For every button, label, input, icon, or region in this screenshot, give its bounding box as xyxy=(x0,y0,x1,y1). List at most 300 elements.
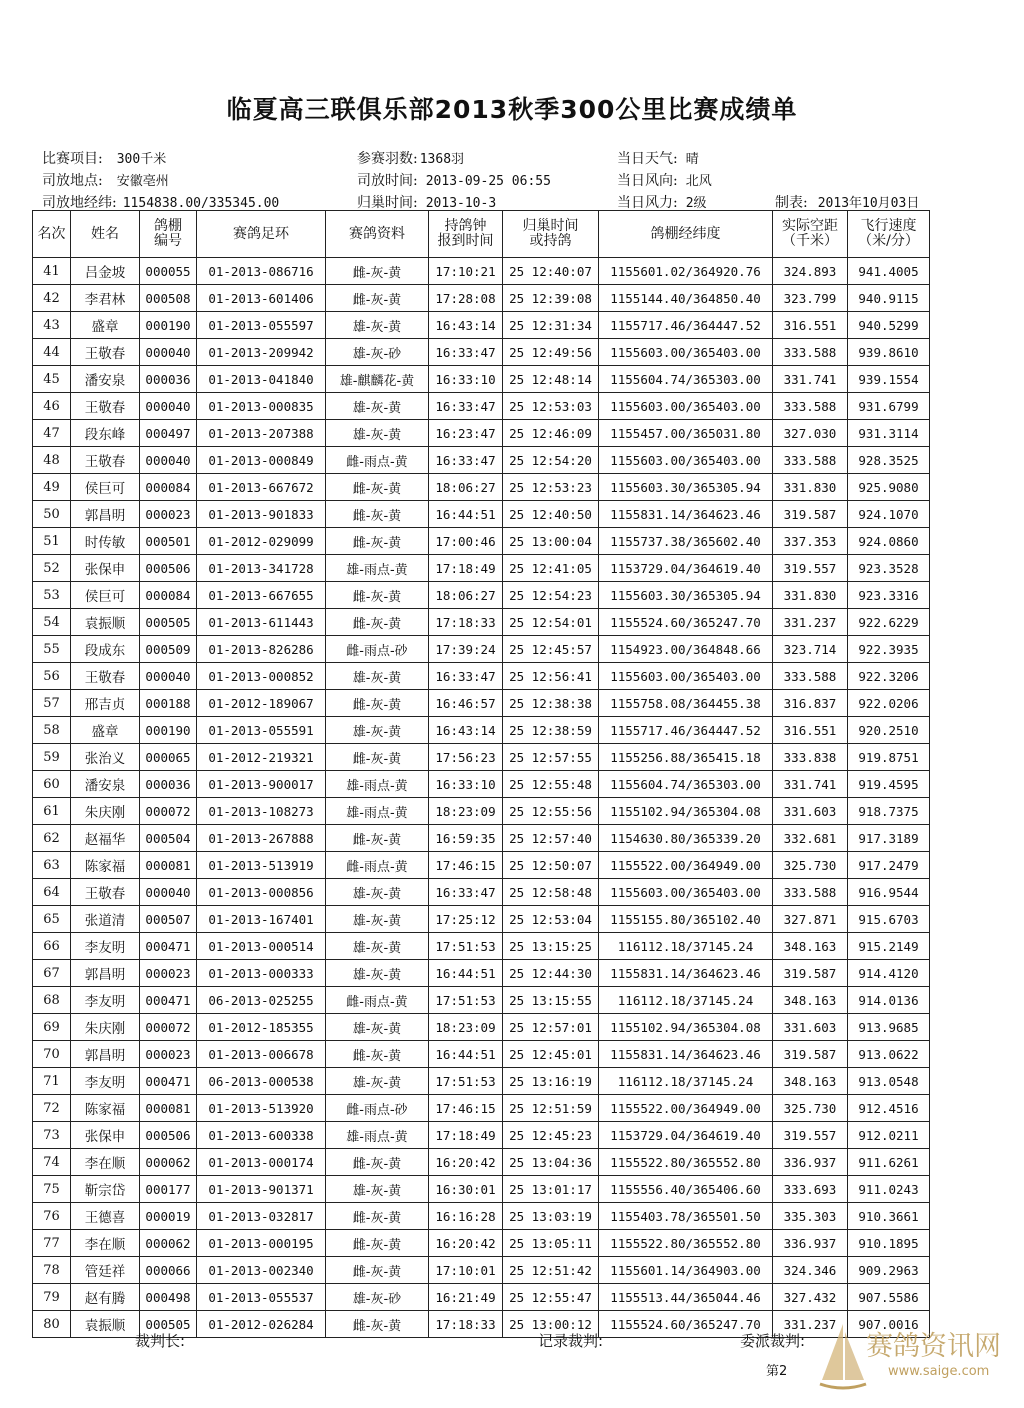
meta-location-value: 安徽亳州 xyxy=(116,174,169,189)
return-time-cell: 25 12:57:01 xyxy=(503,1014,599,1041)
speed-cell: 911.6261 xyxy=(848,1149,930,1176)
info-cell: 雌-灰-黄 xyxy=(326,528,429,555)
speed-cell: 925.9080 xyxy=(848,474,930,501)
meta-project-label: 比赛项目: xyxy=(42,151,103,167)
table-row xyxy=(33,582,930,609)
meta-location-label: 司放地点: xyxy=(42,173,103,189)
meta-count xyxy=(357,148,464,168)
info-cell: 雄-灰-黄 xyxy=(326,717,429,744)
rank-cell: 66 xyxy=(33,933,71,960)
loft-id-cell: 000505 xyxy=(140,609,197,636)
ring-cell: 01-2013-002340 xyxy=(197,1257,326,1284)
name-cell: 段东峰 xyxy=(71,420,140,447)
header-loft-id: 鸽棚 编号 xyxy=(140,211,197,258)
distance-cell: 348.163 xyxy=(773,987,848,1014)
rank-cell: 43 xyxy=(33,312,71,339)
name-cell: 张道清 xyxy=(71,906,140,933)
meta-wind-dir-value: 北风 xyxy=(685,174,712,189)
info-cell: 雌-灰-黄 xyxy=(326,1230,429,1257)
loft-id-cell: 000023 xyxy=(140,501,197,528)
rank-cell: 59 xyxy=(33,744,71,771)
clock-time-cell: 17:18:33 xyxy=(429,1311,503,1338)
ring-cell: 06-2013-000538 xyxy=(197,1068,326,1095)
meta-made-value: 2013年10月03日 xyxy=(817,196,920,211)
rank-cell: 62 xyxy=(33,825,71,852)
loft-id-cell: 000188 xyxy=(140,690,197,717)
info-cell: 雌-灰-黄 xyxy=(326,285,429,312)
info-cell: 雄-灰-黄 xyxy=(326,1014,429,1041)
return-time-cell: 25 12:38:38 xyxy=(503,690,599,717)
distance-cell: 336.937 xyxy=(773,1230,848,1257)
loft-coords-cell: 1155603.00/365403.00 xyxy=(599,393,773,420)
rank-cell: 50 xyxy=(33,501,71,528)
ring-cell: 01-2013-167401 xyxy=(197,906,326,933)
rank-cell: 77 xyxy=(33,1230,71,1257)
ring-cell: 01-2012-029099 xyxy=(197,528,326,555)
distance-cell: 337.353 xyxy=(773,528,848,555)
meta-coords-label: 司放地经纬: xyxy=(42,195,117,211)
rank-cell: 68 xyxy=(33,987,71,1014)
return-time-cell: 25 12:57:40 xyxy=(503,825,599,852)
loft-id-cell: 000190 xyxy=(140,312,197,339)
name-cell: 张治义 xyxy=(71,744,140,771)
distance-cell: 319.557 xyxy=(773,1122,848,1149)
clock-time-cell: 17:18:49 xyxy=(429,1122,503,1149)
table-row xyxy=(33,906,930,933)
loft-id-cell: 000023 xyxy=(140,960,197,987)
clock-time-cell: 17:46:15 xyxy=(429,1095,503,1122)
clock-time-cell: 17:51:53 xyxy=(429,987,503,1014)
distance-cell: 327.432 xyxy=(773,1284,848,1311)
speed-cell: 915.6703 xyxy=(848,906,930,933)
return-time-cell: 25 13:00:04 xyxy=(503,528,599,555)
loft-id-cell: 000066 xyxy=(140,1257,197,1284)
header-speed: 飞行速度 （米/分） xyxy=(848,211,930,258)
loft-coords-cell: 1155522.80/365552.80 xyxy=(599,1230,773,1257)
meta-made xyxy=(775,192,919,212)
distance-cell: 319.587 xyxy=(773,1041,848,1068)
loft-coords-cell: 1155601.02/364920.76 xyxy=(599,258,773,285)
loft-id-cell: 000072 xyxy=(140,798,197,825)
table-row xyxy=(33,312,930,339)
table-row xyxy=(33,987,930,1014)
info-cell: 雌-雨点-砂 xyxy=(326,1095,429,1122)
name-cell: 郭昌明 xyxy=(71,501,140,528)
return-time-cell: 25 12:39:08 xyxy=(503,285,599,312)
table-row xyxy=(33,1257,930,1284)
distance-cell: 331.741 xyxy=(773,771,848,798)
clock-time-cell: 16:33:10 xyxy=(429,771,503,798)
speed-cell: 910.3661 xyxy=(848,1203,930,1230)
speed-cell: 911.0243 xyxy=(848,1176,930,1203)
distance-cell: 323.714 xyxy=(773,636,848,663)
name-cell: 邢吉贞 xyxy=(71,690,140,717)
loft-coords-cell: 1155522.80/365552.80 xyxy=(599,1149,773,1176)
table-row xyxy=(33,1176,930,1203)
distance-cell: 348.163 xyxy=(773,933,848,960)
ring-cell: 01-2013-207388 xyxy=(197,420,326,447)
speed-cell: 922.3935 xyxy=(848,636,930,663)
clock-time-cell: 18:23:09 xyxy=(429,1014,503,1041)
name-cell: 王敬春 xyxy=(71,393,140,420)
clock-time-cell: 16:44:51 xyxy=(429,1041,503,1068)
rank-cell: 56 xyxy=(33,663,71,690)
meta-wind-force xyxy=(617,192,707,212)
meta-release xyxy=(357,170,551,190)
name-cell: 张保申 xyxy=(71,1122,140,1149)
loft-coords-cell: 1155831.14/364623.46 xyxy=(599,1041,773,1068)
clock-time-cell: 16:44:51 xyxy=(429,501,503,528)
ring-cell: 01-2013-086716 xyxy=(197,258,326,285)
ring-cell: 01-2013-000835 xyxy=(197,393,326,420)
speed-cell: 913.0548 xyxy=(848,1068,930,1095)
table-row xyxy=(33,1149,930,1176)
return-time-cell: 25 12:41:05 xyxy=(503,555,599,582)
header-return-time: 归巢时间 或持鸽 xyxy=(503,211,599,258)
clock-time-cell: 16:21:49 xyxy=(429,1284,503,1311)
return-time-cell: 25 12:40:50 xyxy=(503,501,599,528)
name-cell: 李友明 xyxy=(71,1068,140,1095)
distance-cell: 324.893 xyxy=(773,258,848,285)
table-row xyxy=(33,717,930,744)
clock-time-cell: 16:44:51 xyxy=(429,960,503,987)
name-cell: 赵有腾 xyxy=(71,1284,140,1311)
info-cell: 雌-灰-黄 xyxy=(326,1311,429,1338)
info-cell: 雄-雨点-黄 xyxy=(326,798,429,825)
speed-cell: 913.0622 xyxy=(848,1041,930,1068)
info-cell: 雄-灰-黄 xyxy=(326,960,429,987)
return-time-cell: 25 13:16:19 xyxy=(503,1068,599,1095)
distance-cell: 319.587 xyxy=(773,501,848,528)
loft-coords-cell: 1155603.30/365305.94 xyxy=(599,582,773,609)
distance-cell: 333.588 xyxy=(773,339,848,366)
meta-coords-value: 1154838.00/335345.00 xyxy=(122,196,280,211)
meta-weather xyxy=(617,148,699,168)
name-cell: 李友明 xyxy=(71,987,140,1014)
info-cell: 雄-灰-砂 xyxy=(326,339,429,366)
name-cell: 张保申 xyxy=(71,555,140,582)
rank-cell: 79 xyxy=(33,1284,71,1311)
loft-id-cell: 000081 xyxy=(140,1095,197,1122)
info-cell: 雌-灰-黄 xyxy=(326,1149,429,1176)
loft-id-cell: 000190 xyxy=(140,717,197,744)
ring-cell: 01-2013-055537 xyxy=(197,1284,326,1311)
table-row xyxy=(33,501,930,528)
name-cell: 王敬春 xyxy=(71,879,140,906)
distance-cell: 316.551 xyxy=(773,312,848,339)
loft-coords-cell: 1154923.00/364848.66 xyxy=(599,636,773,663)
table-row xyxy=(33,366,930,393)
clock-time-cell: 16:20:42 xyxy=(429,1149,503,1176)
rank-cell: 72 xyxy=(33,1095,71,1122)
ring-cell: 01-2013-000333 xyxy=(197,960,326,987)
loft-id-cell: 000072 xyxy=(140,1014,197,1041)
clock-time-cell: 17:46:15 xyxy=(429,852,503,879)
rank-cell: 69 xyxy=(33,1014,71,1041)
loft-id-cell: 000497 xyxy=(140,420,197,447)
page-title: 临夏高三联俱乐部2013秋季300公里比赛成绩单 xyxy=(226,95,798,124)
info-cell: 雄-灰-黄 xyxy=(326,663,429,690)
name-cell: 管廷祥 xyxy=(71,1257,140,1284)
name-cell: 朱庆刚 xyxy=(71,1014,140,1041)
return-time-cell: 25 12:46:09 xyxy=(503,420,599,447)
name-cell: 潘安泉 xyxy=(71,771,140,798)
info-cell: 雄-雨点-黄 xyxy=(326,771,429,798)
meta-release-label: 司放时间: xyxy=(357,173,418,189)
return-time-cell: 25 12:53:23 xyxy=(503,474,599,501)
distance-cell: 333.588 xyxy=(773,663,848,690)
info-cell: 雌-灰-黄 xyxy=(326,501,429,528)
meta-return-value: 2013-10-3 xyxy=(425,196,497,211)
clock-time-cell: 16:33:10 xyxy=(429,366,503,393)
info-cell: 雌-雨点-黄 xyxy=(326,987,429,1014)
loft-coords-cell: 1155522.00/364949.00 xyxy=(599,852,773,879)
meta-wind-force-label: 当日风力: xyxy=(617,195,678,211)
rank-cell: 76 xyxy=(33,1203,71,1230)
info-cell: 雄-灰-砂 xyxy=(326,1284,429,1311)
speed-cell: 909.2963 xyxy=(848,1257,930,1284)
loft-coords-cell: 1155513.44/365044.46 xyxy=(599,1284,773,1311)
loft-id-cell: 000036 xyxy=(140,366,197,393)
distance-cell: 333.588 xyxy=(773,447,848,474)
loft-id-cell: 000505 xyxy=(140,1311,197,1338)
clock-time-cell: 16:33:47 xyxy=(429,339,503,366)
name-cell: 吕金坡 xyxy=(71,258,140,285)
return-time-cell: 25 12:58:48 xyxy=(503,879,599,906)
table-row xyxy=(33,393,930,420)
distance-cell: 331.237 xyxy=(773,1311,848,1338)
return-time-cell: 25 12:45:01 xyxy=(503,1041,599,1068)
table-row xyxy=(33,690,930,717)
clock-time-cell: 16:30:01 xyxy=(429,1176,503,1203)
ring-cell: 01-2013-600338 xyxy=(197,1122,326,1149)
name-cell: 李君林 xyxy=(71,285,140,312)
distance-cell: 319.587 xyxy=(773,960,848,987)
return-time-cell: 25 12:51:42 xyxy=(503,1257,599,1284)
table-row xyxy=(33,528,930,555)
loft-id-cell: 000062 xyxy=(140,1149,197,1176)
loft-id-cell: 000506 xyxy=(140,1122,197,1149)
return-time-cell: 25 13:00:12 xyxy=(503,1311,599,1338)
loft-id-cell: 000023 xyxy=(140,1041,197,1068)
table-row xyxy=(33,1230,930,1257)
distance-cell: 331.237 xyxy=(773,609,848,636)
table-row xyxy=(33,1095,930,1122)
meta-location xyxy=(42,170,169,190)
rank-cell: 47 xyxy=(33,420,71,447)
name-cell: 袁振顺 xyxy=(71,1311,140,1338)
watermark-url: www.saige.com xyxy=(888,1364,990,1379)
meta-project xyxy=(42,148,166,168)
distance-cell: 331.830 xyxy=(773,582,848,609)
table-row xyxy=(33,1203,930,1230)
return-time-cell: 25 13:15:25 xyxy=(503,933,599,960)
name-cell: 郭昌明 xyxy=(71,1041,140,1068)
clock-time-cell: 18:06:27 xyxy=(429,582,503,609)
name-cell: 李在顺 xyxy=(71,1230,140,1257)
clock-time-cell: 17:51:53 xyxy=(429,933,503,960)
speed-cell: 912.0211 xyxy=(848,1122,930,1149)
loft-coords-cell: 1155717.46/364447.52 xyxy=(599,312,773,339)
meta-wind-force-value: 2级 xyxy=(685,196,707,211)
info-cell: 雄-灰-黄 xyxy=(326,906,429,933)
ring-cell: 01-2013-041840 xyxy=(197,366,326,393)
info-cell: 雌-灰-黄 xyxy=(326,258,429,285)
info-cell: 雄-麒麟花-黄 xyxy=(326,366,429,393)
clock-time-cell: 17:28:08 xyxy=(429,285,503,312)
rank-cell: 58 xyxy=(33,717,71,744)
return-time-cell: 25 12:53:03 xyxy=(503,393,599,420)
ring-cell: 01-2012-026284 xyxy=(197,1311,326,1338)
speed-cell: 920.2510 xyxy=(848,717,930,744)
ring-cell: 01-2013-032817 xyxy=(197,1203,326,1230)
meta-count-label: 参赛羽数: xyxy=(357,151,418,167)
ring-cell: 01-2013-000195 xyxy=(197,1230,326,1257)
table-row xyxy=(33,1041,930,1068)
table-row xyxy=(33,339,930,366)
clock-time-cell: 18:06:27 xyxy=(429,474,503,501)
name-cell: 袁振顺 xyxy=(71,609,140,636)
loft-id-cell: 000040 xyxy=(140,663,197,690)
table-row xyxy=(33,636,930,663)
rank-cell: 53 xyxy=(33,582,71,609)
info-cell: 雄-灰-黄 xyxy=(326,393,429,420)
clock-time-cell: 16:23:47 xyxy=(429,420,503,447)
ring-cell: 01-2013-000849 xyxy=(197,447,326,474)
table-row xyxy=(33,474,930,501)
speed-cell: 917.2479 xyxy=(848,852,930,879)
name-cell: 段成东 xyxy=(71,636,140,663)
info-cell: 雌-灰-黄 xyxy=(326,1203,429,1230)
loft-coords-cell: 1155403.78/365501.50 xyxy=(599,1203,773,1230)
loft-id-cell: 000471 xyxy=(140,1068,197,1095)
speed-cell: 910.1895 xyxy=(848,1230,930,1257)
clock-time-cell: 17:51:53 xyxy=(429,1068,503,1095)
footer-recorder: 记录裁判: xyxy=(538,1332,604,1350)
return-time-cell: 25 12:44:30 xyxy=(503,960,599,987)
speed-cell: 922.3206 xyxy=(848,663,930,690)
loft-id-cell: 000036 xyxy=(140,771,197,798)
speed-cell: 941.4005 xyxy=(848,258,930,285)
loft-coords-cell: 116112.18/37145.24 xyxy=(599,933,773,960)
speed-cell: 914.4120 xyxy=(848,960,930,987)
rank-cell: 51 xyxy=(33,528,71,555)
loft-id-cell: 000040 xyxy=(140,393,197,420)
loft-coords-cell: 1155522.00/364949.00 xyxy=(599,1095,773,1122)
return-time-cell: 25 12:53:04 xyxy=(503,906,599,933)
speed-cell: 923.3316 xyxy=(848,582,930,609)
loft-coords-cell: 1155603.00/365403.00 xyxy=(599,447,773,474)
return-time-cell: 25 13:15:55 xyxy=(503,987,599,1014)
header-info: 赛鸽资料 xyxy=(326,211,429,258)
ring-cell: 01-2013-000174 xyxy=(197,1149,326,1176)
rank-cell: 42 xyxy=(33,285,71,312)
speed-cell: 919.4595 xyxy=(848,771,930,798)
loft-coords-cell: 1155601.14/364903.00 xyxy=(599,1257,773,1284)
page-number: 第2 xyxy=(766,1364,788,1379)
info-cell: 雌-灰-黄 xyxy=(326,609,429,636)
loft-id-cell: 000501 xyxy=(140,528,197,555)
meta-project-value: 300千米 xyxy=(116,152,167,167)
ring-cell: 01-2013-006678 xyxy=(197,1041,326,1068)
rank-cell: 78 xyxy=(33,1257,71,1284)
distance-cell: 333.588 xyxy=(773,879,848,906)
return-time-cell: 25 12:38:59 xyxy=(503,717,599,744)
speed-cell: 907.0016 xyxy=(848,1311,930,1338)
rank-cell: 63 xyxy=(33,852,71,879)
header-loft-coords: 鸽棚经纬度 xyxy=(599,211,773,258)
loft-coords-cell: 1155457.00/365031.80 xyxy=(599,420,773,447)
loft-id-cell: 000471 xyxy=(140,987,197,1014)
meta-count-value: 1368羽 xyxy=(419,152,465,167)
return-time-cell: 25 12:54:23 xyxy=(503,582,599,609)
loft-coords-cell: 1153729.04/364619.40 xyxy=(599,555,773,582)
speed-cell: 931.3114 xyxy=(848,420,930,447)
ring-cell: 01-2013-341728 xyxy=(197,555,326,582)
ring-cell: 01-2013-900017 xyxy=(197,771,326,798)
ring-cell: 01-2012-189067 xyxy=(197,690,326,717)
distance-cell: 333.588 xyxy=(773,393,848,420)
table-row xyxy=(33,1014,930,1041)
return-time-cell: 25 13:05:11 xyxy=(503,1230,599,1257)
info-cell: 雄-雨点-黄 xyxy=(326,1122,429,1149)
meta-release-value: 2013-09-25 06:55 xyxy=(425,174,551,189)
rank-cell: 74 xyxy=(33,1149,71,1176)
rank-cell: 44 xyxy=(33,339,71,366)
loft-coords-cell: 116112.18/37145.24 xyxy=(599,1068,773,1095)
rank-cell: 48 xyxy=(33,447,71,474)
ring-cell: 01-2013-000856 xyxy=(197,879,326,906)
distance-cell: 348.163 xyxy=(773,1068,848,1095)
loft-id-cell: 000084 xyxy=(140,582,197,609)
return-time-cell: 25 12:48:14 xyxy=(503,366,599,393)
ring-cell: 01-2013-209942 xyxy=(197,339,326,366)
loft-coords-cell: 116112.18/37145.24 xyxy=(599,987,773,1014)
speed-cell: 914.0136 xyxy=(848,987,930,1014)
loft-coords-cell: 1155831.14/364623.46 xyxy=(599,501,773,528)
distance-cell: 333.693 xyxy=(773,1176,848,1203)
table-row xyxy=(33,447,930,474)
table-header-row xyxy=(33,211,930,258)
name-cell: 李友明 xyxy=(71,933,140,960)
table-row xyxy=(33,852,930,879)
distance-cell: 335.303 xyxy=(773,1203,848,1230)
name-cell: 郭昌明 xyxy=(71,960,140,987)
return-time-cell: 25 12:54:20 xyxy=(503,447,599,474)
speed-cell: 928.3525 xyxy=(848,447,930,474)
clock-time-cell: 16:59:35 xyxy=(429,825,503,852)
speed-cell: 913.9685 xyxy=(848,1014,930,1041)
rank-cell: 80 xyxy=(33,1311,71,1338)
loft-id-cell: 000498 xyxy=(140,1284,197,1311)
table-row xyxy=(33,1284,930,1311)
loft-id-cell: 000062 xyxy=(140,1230,197,1257)
table-row xyxy=(33,825,930,852)
table-row xyxy=(33,960,930,987)
distance-cell: 325.730 xyxy=(773,1095,848,1122)
speed-cell: 940.9115 xyxy=(848,285,930,312)
clock-time-cell: 17:56:23 xyxy=(429,744,503,771)
loft-coords-cell: 1155604.74/365303.00 xyxy=(599,771,773,798)
return-time-cell: 25 12:45:57 xyxy=(503,636,599,663)
name-cell: 陈家福 xyxy=(71,852,140,879)
loft-id-cell: 000177 xyxy=(140,1176,197,1203)
name-cell: 李在顺 xyxy=(71,1149,140,1176)
name-cell: 靳宗岱 xyxy=(71,1176,140,1203)
table-row xyxy=(33,798,930,825)
header-clock-time: 持鸽钟 报到时间 xyxy=(429,211,503,258)
rank-cell: 70 xyxy=(33,1041,71,1068)
